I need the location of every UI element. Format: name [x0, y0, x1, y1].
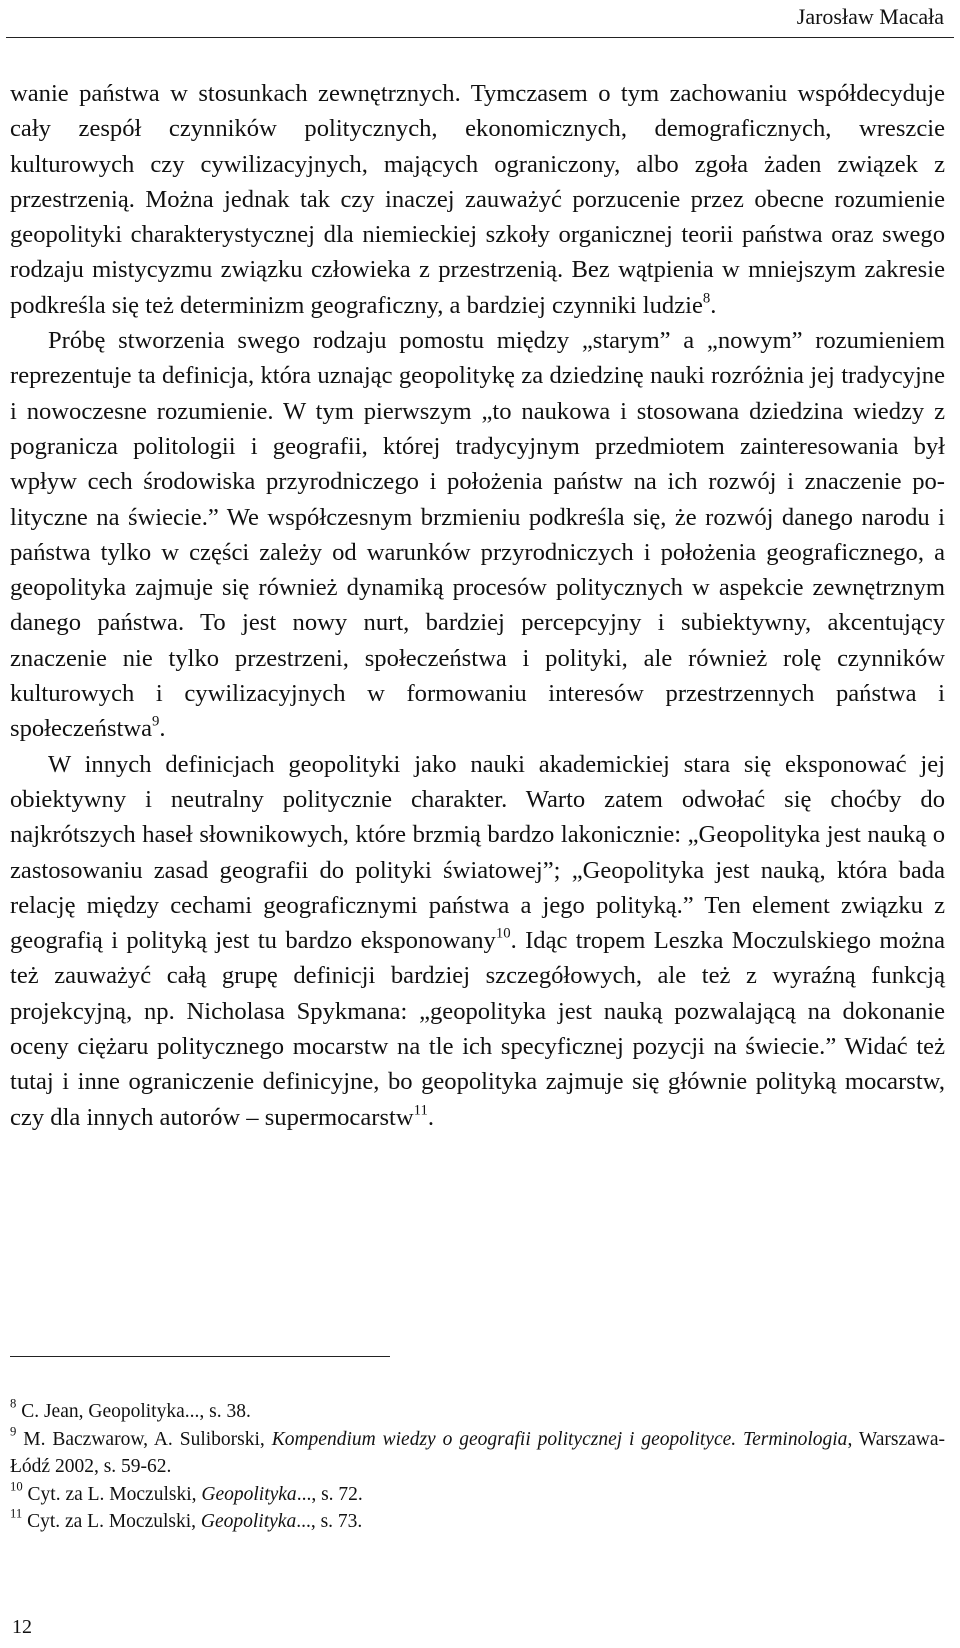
text-run: ..., s. 73. [296, 1511, 363, 1532]
text-run: ..., s. 72. [296, 1483, 363, 1505]
footnote [10, 1398, 945, 1426]
footnote [10, 1426, 945, 1481]
text-run: . [159, 715, 166, 743]
footnote-number: 8 [10, 1396, 17, 1411]
italic-title: Kompendium wiedzy o geografii politycznej i geopolityce. Terminologia [271, 1428, 848, 1450]
footnote-number: 9 [10, 1424, 17, 1438]
text-run: . Idąc tropem Leszka Moczulskiego można też zauważyć całą grupę definicji bardziej szczegółowych, ale też z wyraźną funkcją projekcyjną, np. Nicholasa Spykmana: „geopolityka jest nauką pozwalającą na dokonanie oceny ciężaru politycznego mocarstw na tle ich specyficznej pozycji na świecie.” Widać też tutaj i inne ograniczenie definicyjne, bo geopolityka zajmuje się głównie polityką mocarstw, czy dla innych autorów – supermocarstw [10, 927, 945, 1131]
footnote-separator [10, 1356, 390, 1357]
running-header [0, 0, 960, 36]
footnote [10, 1508, 945, 1536]
paragraph [10, 76, 945, 323]
text-run: . [710, 291, 717, 319]
footnote-reference: 10 [495, 925, 511, 942]
text-run: . [427, 1103, 434, 1131]
text-run: wanie państwa w stosunkach zewnętrznych. Tymczasem o tym zachowaniu współdecyduje cały zespół czynników politycznych, ekonomicznych, demograficznych, wreszcie kulturowych czy cywilizacyjnych, mających ograniczony, albo zgoła żaden związek z przestrzenią. Można jednak tak czy inaczej zauważyć porzucenie przez obecne rozumienie geopolityki charakterystycznej dla niemieckiej szkoły organicznej teorii państwa oraz swego rodzaju mistycyzmu związku człowieka z przestrzenią. Bez wątpienia w mniejszym zakresie podkreśla się też determinizm geograficzny, a bardziej czynniki ludzie [10, 80, 945, 319]
footnote [10, 1481, 945, 1509]
header-author: Jarosław Macała [796, 4, 944, 29]
paragraph [10, 323, 945, 747]
text-run: Cyt. za L. Moczulski, [22, 1511, 201, 1532]
page-number: 12 [12, 1616, 32, 1638]
italic-title: Geopolityka [201, 1483, 297, 1505]
text-run: C. Jean, Geopolityka..., s. 38. [16, 1401, 251, 1422]
text-run: M. Baczwarow, A. Suliborski, [16, 1428, 272, 1450]
footnote-number: 10 [10, 1479, 23, 1493]
italic-title: Geopolityka [200, 1511, 297, 1532]
footnote-number: 11 [10, 1506, 23, 1521]
text-run: , Warszawa-Łódź 2002, s. 59-62. [10, 1428, 945, 1477]
text-run: Cyt. za L. Moczulski, [22, 1483, 202, 1505]
footnotes [10, 1398, 945, 1536]
body-text [10, 76, 945, 1135]
text-run: W innych definicjach geopolityki jako nauki akademickiej stara się eksponować jej obiektywny i neutralny politycznie charakter. Warto zatem odwołać się choćby do najkrótszych haseł słownikowych, które brzmią bardzo lakonicznie: „Geopolityka jest nauką o zastosowaniu zasad geografii do polityki światowej”; „Geopolityka jest nauką, która bada relację między cechami geograficznymi państwa a jego polityką.” Ten element związku z geografią i polityką jest tu bardzo eksponowany [10, 750, 945, 955]
paragraph [10, 747, 945, 1135]
header-rule [6, 37, 954, 38]
text-run: Próbę stworzenia swego rodzaju pomostu między „starym” a „nowym” rozumieniem reprezentuje ta definicja, która uznając geopolitykę za dziedzinę nauki rozróżnia jej tradycyjne i nowoczesne rozumienie. W tym pierwszym „to naukowa i stosowana dziedzina wiedzy z pogranicza politologii i geografii, której tradycyjnym przedmiotem zainteresowania był wpływ cech środowiska przyrodniczego i położenia państw na ich rozwój i znaczenie polityczne na świecie.” We współczesnym brzmieniu podkreśla się, że rozwój danego narodu i państwa tylko w części zależy od warunków przyrodniczych i położenia geograficznego, a geopolityka zajmuje się również dynamiką procesów politycznych w aspekcie zewnętrznym danego państwa. To jest nowy nurt, bardziej percepcyjny i subiektywny, akcentujący znaczenie nie tylko przestrzeni, społeczeństwa i polityki, ale również rolę czynników kulturowych i cywilizacyjnych w formowaniu interesów przestrzennych państwa i społeczeństwa [10, 327, 945, 743]
footnote-reference: 11 [413, 1102, 428, 1119]
footnote-reference: 9 [152, 714, 160, 731]
footnote-reference: 8 [702, 290, 711, 307]
